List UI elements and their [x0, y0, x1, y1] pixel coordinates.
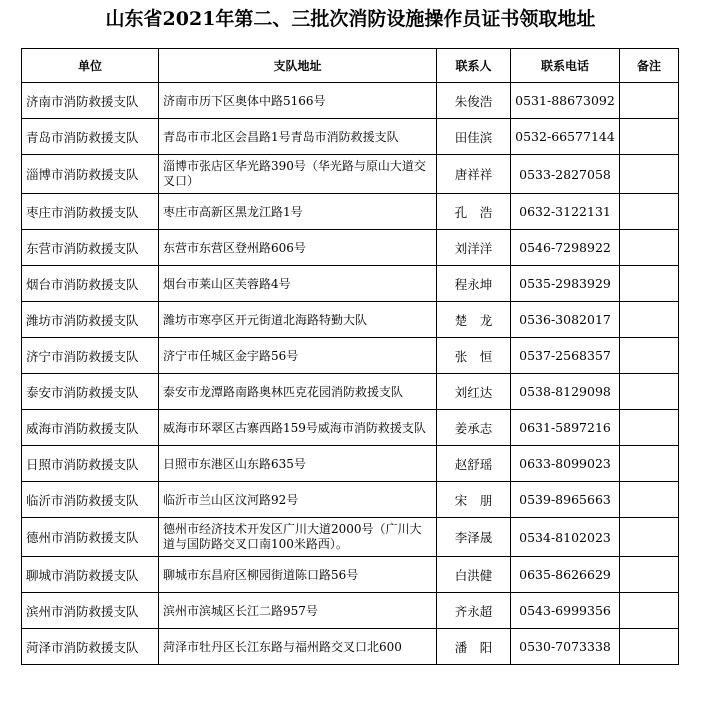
cell-address: 济南市历下区奥体中路5166号	[159, 83, 437, 119]
cell-phone: 0533-2827058	[511, 155, 620, 194]
cell-note	[620, 518, 679, 557]
cell-unit: 泰安市消防救援支队	[22, 374, 159, 410]
cell-address: 临沂市兰山区汶河路92号	[159, 482, 437, 518]
cell-note	[620, 302, 679, 338]
cell-phone: 0633-8099023	[511, 446, 620, 482]
cell-unit: 青岛市消防救援支队	[22, 119, 159, 155]
table-header-row	[22, 49, 679, 83]
cell-phone: 0546-7298922	[511, 230, 620, 266]
cell-contact: 齐永超	[437, 593, 511, 629]
header-contact: 联系人	[437, 49, 511, 83]
cell-phone: 0632-3122131	[511, 194, 620, 230]
cell-phone: 0530-7073338	[511, 629, 620, 665]
cell-note	[620, 83, 679, 119]
cell-contact: 白洪健	[437, 557, 511, 593]
cell-unit: 聊城市消防救援支队	[22, 557, 159, 593]
cell-contact: 程永坤	[437, 266, 511, 302]
cell-contact: 刘红达	[437, 374, 511, 410]
cell-contact: 田佳滨	[437, 119, 511, 155]
cell-note	[620, 629, 679, 665]
table-row	[22, 410, 679, 446]
header-address: 支队地址	[159, 49, 437, 83]
cell-unit: 日照市消防救援支队	[22, 446, 159, 482]
table-row	[22, 230, 679, 266]
cell-unit: 济南市消防救援支队	[22, 83, 159, 119]
cell-note	[620, 557, 679, 593]
cell-phone: 0532-66577144	[511, 119, 620, 155]
cell-phone: 0538-8129098	[511, 374, 620, 410]
cell-phone: 0631-5897216	[511, 410, 620, 446]
table-row	[22, 629, 679, 665]
cell-contact: 潘 阳	[437, 629, 511, 665]
cell-note	[620, 266, 679, 302]
cell-contact: 赵舒瑶	[437, 446, 511, 482]
cell-note	[620, 155, 679, 194]
cell-phone: 0531-88673092	[511, 83, 620, 119]
cell-address: 淄博市张店区华光路390号（华光路与原山大道交叉口）	[159, 155, 437, 194]
cell-contact: 刘洋洋	[437, 230, 511, 266]
cell-note	[620, 338, 679, 374]
cell-address: 日照市东港区山东路635号	[159, 446, 437, 482]
table-row	[22, 557, 679, 593]
cell-address: 潍坊市寒亭区开元街道北海路特勤大队	[159, 302, 437, 338]
cell-note	[620, 410, 679, 446]
cell-phone: 0535-2983929	[511, 266, 620, 302]
cell-contact: 姜承志	[437, 410, 511, 446]
table-row	[22, 83, 679, 119]
table-row	[22, 119, 679, 155]
cell-phone: 0635-8626629	[511, 557, 620, 593]
cell-contact: 楚 龙	[437, 302, 511, 338]
cell-unit: 德州市消防救援支队	[22, 518, 159, 557]
table-row	[22, 338, 679, 374]
cell-contact: 张 恒	[437, 338, 511, 374]
header-phone: 联系电话	[511, 49, 620, 83]
cell-unit: 济宁市消防救援支队	[22, 338, 159, 374]
cell-phone: 0537-2568357	[511, 338, 620, 374]
table-row	[22, 482, 679, 518]
header-unit: 单位	[22, 49, 159, 83]
cell-phone: 0534-8102023	[511, 518, 620, 557]
cell-contact: 李泽晟	[437, 518, 511, 557]
cell-contact: 孔 浩	[437, 194, 511, 230]
table-row	[22, 518, 679, 557]
cell-note	[620, 482, 679, 518]
cell-address: 青岛市市北区会昌路1号青岛市消防救援支队	[159, 119, 437, 155]
table-row	[22, 302, 679, 338]
cell-contact: 唐祥祥	[437, 155, 511, 194]
cell-note	[620, 593, 679, 629]
cell-note	[620, 230, 679, 266]
address-table	[21, 48, 679, 665]
cell-unit: 滨州市消防救援支队	[22, 593, 159, 629]
table-row	[22, 266, 679, 302]
cell-unit: 烟台市消防救援支队	[22, 266, 159, 302]
table-row	[22, 194, 679, 230]
cell-unit: 潍坊市消防救援支队	[22, 302, 159, 338]
cell-unit: 临沂市消防救援支队	[22, 482, 159, 518]
cell-contact: 宋 朋	[437, 482, 511, 518]
cell-phone: 0539-8965663	[511, 482, 620, 518]
cell-phone: 0536-3082017	[511, 302, 620, 338]
cell-note	[620, 446, 679, 482]
cell-note	[620, 194, 679, 230]
cell-address: 威海市环翠区古寨西路159号威海市消防救援支队	[159, 410, 437, 446]
cell-unit: 东营市消防救援支队	[22, 230, 159, 266]
cell-address: 德州市经济技术开发区广川大道2000号（广川大道与国防路交叉口南100米路西）。	[159, 518, 437, 557]
cell-address: 滨州市滨城区长江二路957号	[159, 593, 437, 629]
cell-note	[620, 119, 679, 155]
cell-unit: 淄博市消防救援支队	[22, 155, 159, 194]
cell-unit: 枣庄市消防救援支队	[22, 194, 159, 230]
cell-contact: 朱俊浩	[437, 83, 511, 119]
cell-address: 东营市东营区登州路606号	[159, 230, 437, 266]
cell-address: 枣庄市高新区黑龙江路1号	[159, 194, 437, 230]
cell-address: 烟台市莱山区芙蓉路4号	[159, 266, 437, 302]
page-title: 山东省2021年第二、三批次消防设施操作员证书领取地址	[105, 8, 596, 30]
cell-unit: 菏泽市消防救援支队	[22, 629, 159, 665]
table-row	[22, 155, 679, 194]
cell-note	[620, 374, 679, 410]
table-row	[22, 446, 679, 482]
cell-address: 菏泽市牡丹区长江东路与福州路交叉口北600	[159, 629, 437, 665]
cell-address: 济宁市任城区金宇路56号	[159, 338, 437, 374]
table-row	[22, 374, 679, 410]
table-row	[22, 593, 679, 629]
table-body	[22, 83, 679, 665]
cell-address: 聊城市东昌府区柳园街道陈口路56号	[159, 557, 437, 593]
header-note: 备注	[620, 49, 679, 83]
cell-address: 泰安市龙潭路南路奥林匹克花园消防救援支队	[159, 374, 437, 410]
cell-unit: 威海市消防救援支队	[22, 410, 159, 446]
cell-phone: 0543-6999356	[511, 593, 620, 629]
